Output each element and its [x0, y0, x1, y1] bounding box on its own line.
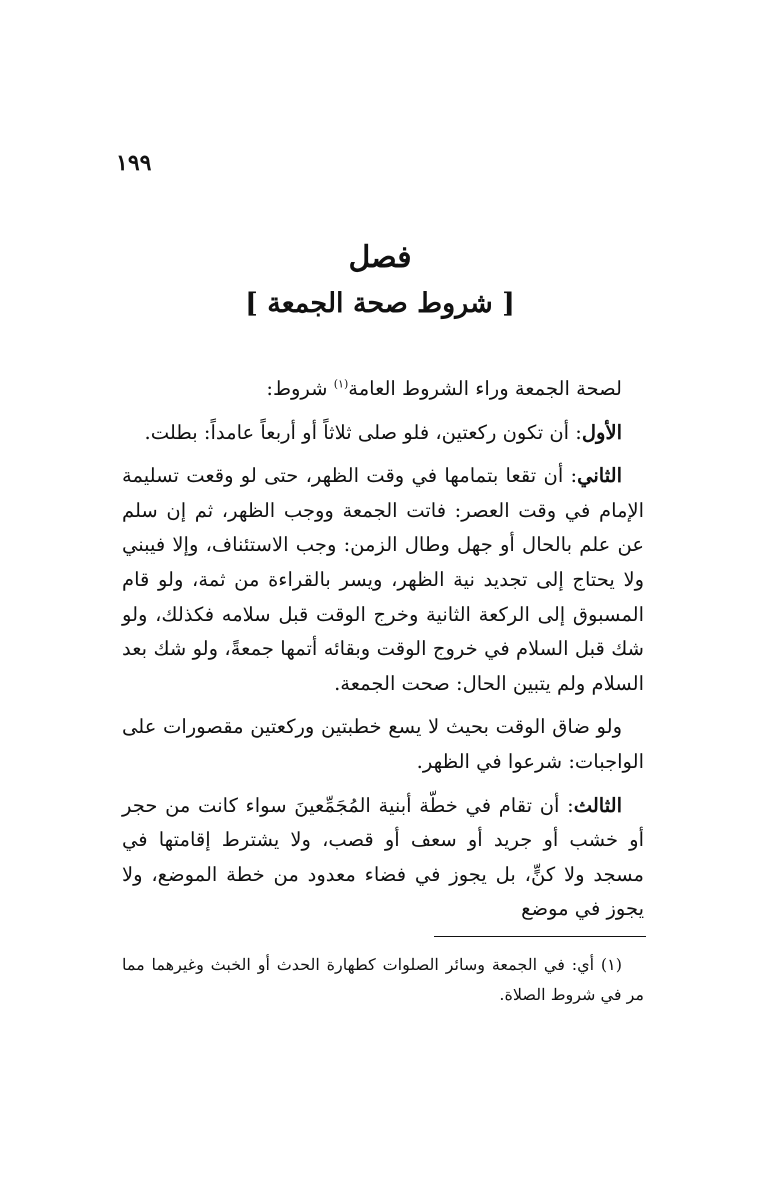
condition-second: [122, 459, 644, 701]
condition-first-text: : أن تكون ركعتين، فلو صلى ثلاثاً أو أربعاً عامداً: بطلت.: [144, 420, 582, 444]
footnote-reference: (١): [333, 377, 349, 391]
condition-second-label: الثاني: [577, 464, 622, 488]
footnotes: [122, 950, 644, 1010]
page-number: ١٩٩: [116, 150, 152, 176]
condition-third: [122, 789, 644, 927]
chapter-subtitle: [ شروط صحة الجمعة ]: [245, 288, 515, 319]
footnote-text: أي: في الجمعة وسائر الصلوات كطهارة الحدث أو الخبث وغيرهما مما مر في شروط الصلاة.: [122, 955, 644, 1004]
time-note-paragraph: ولو ضاق الوقت بحيث لا يسع خطبتين وركعتين مقصورات على الواجبات: شرعوا في الظهر.: [122, 715, 644, 773]
footnote-item: [122, 950, 644, 1010]
intro-text: لصحة الجمعة وراء الشروط العامة: [348, 377, 622, 400]
condition-first-label: الأول: [581, 420, 622, 444]
footnote-divider: [434, 936, 646, 937]
chapter-title: فصل: [348, 240, 412, 275]
intro-paragraph: [122, 372, 644, 407]
condition-third-label: الثالث: [573, 793, 622, 817]
condition-first: [122, 416, 644, 451]
condition-second-text: : أن تقعا بتمامها في وقت الظهر، حتى لو وقعت تسليمة الإمام في وقت العصر: فاتت الجمعة ووجب الظهر، ثم إن سلم عن علم بالحال أو جهل وطال الزمن: وجب الاستئناف، وإلا فيبني ولا يحتاج إلى تجديد نية الظهر، ويسر بالقراءة من ثمة، ولو قام المسبوق إلى الركعة الثانية وخرج الوقت قبل سلامه فكذلك، ولو شك قبل السلام في خروج الوقت وبقائه أتمها جمعةً، ولو شك بعد السلام ولم يتبين الحال: صحت الجمعة.: [122, 464, 644, 695]
main-text: [122, 372, 644, 927]
footnote-number: (١): [600, 955, 622, 974]
intro-text-end: شروط:: [266, 377, 334, 400]
condition-third-text: : أن تقام في خطّة أبنية المُجَمِّعينَ سواء كانت من حجر أو خشب أو جريد أو سعف أو قصب، ولا يشترط إقامتها في مسجد ولا كنٍّ، بل يجوز في فضاء معدود من خطة الموضع، ولا يجوز في موضع: [122, 793, 644, 921]
